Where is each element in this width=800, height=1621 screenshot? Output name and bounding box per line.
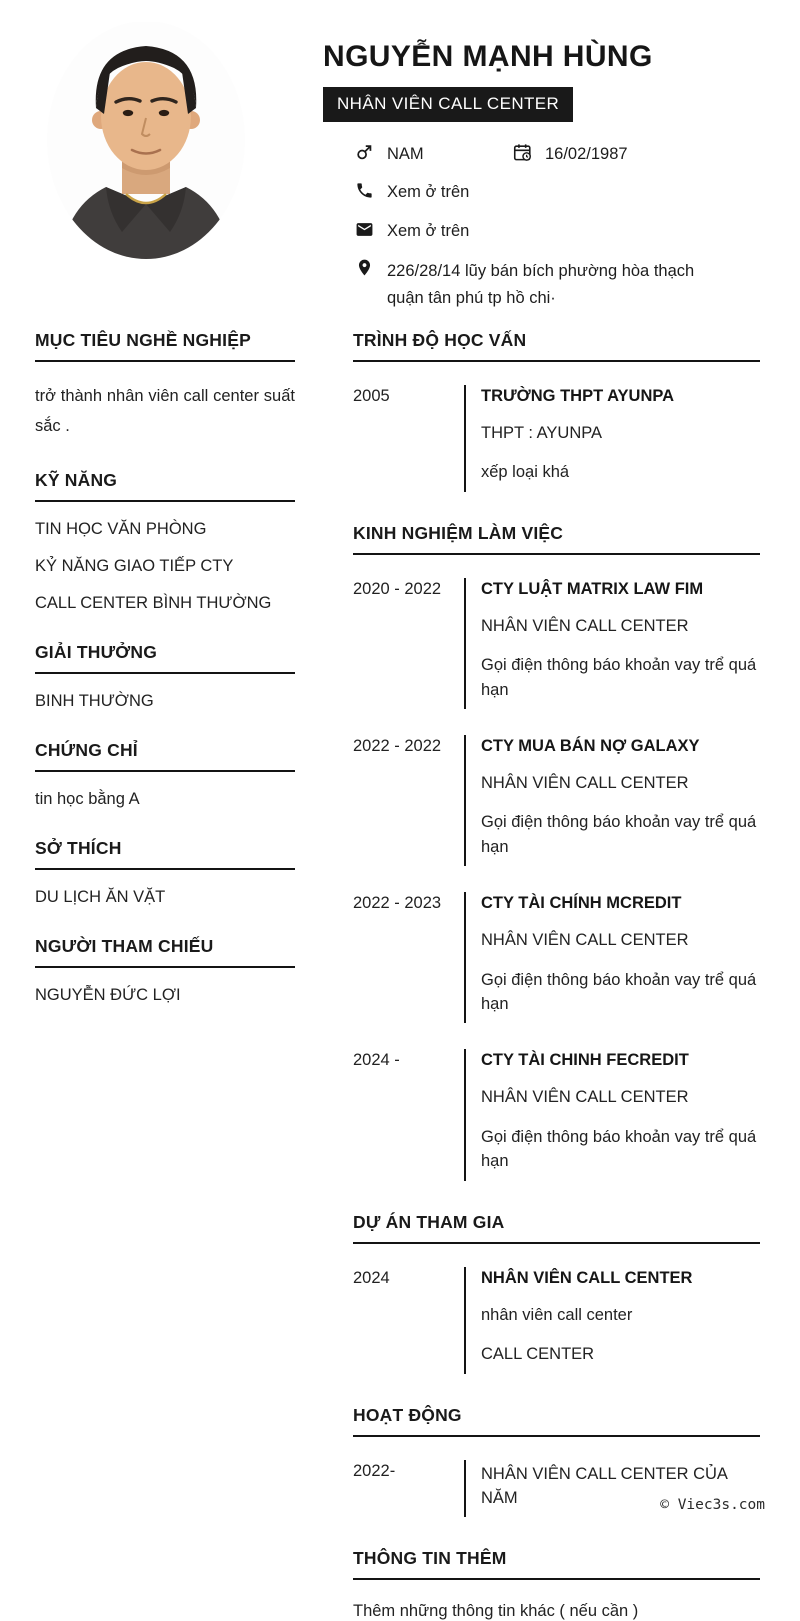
- entry-line: nhân viên call center: [481, 1305, 633, 1324]
- contact-row-phone: [355, 181, 778, 203]
- section-certificates: [35, 740, 295, 809]
- entry-line: Gọi điện thông báo khoản vay trể quá hạn: [481, 656, 757, 699]
- entry-line: NHÂN VIÊN CALL CENTER CỦA NĂM: [481, 1464, 728, 1507]
- entry-content: [464, 578, 760, 709]
- certificate-item: tin học bằng A: [35, 790, 140, 809]
- entry-period: 2022-: [353, 1461, 396, 1480]
- candidate-name: NGUYỄN MẠNH HÙNG: [323, 40, 653, 73]
- entry-period: 2020 - 2022: [353, 579, 442, 598]
- skill-item: KỶ NĂNG GIAO TIẾP CTY: [35, 557, 234, 576]
- entry-line: NHÂN VIÊN CALL CENTER: [481, 931, 689, 950]
- calendar-icon: [513, 143, 532, 162]
- email-icon: [355, 220, 374, 239]
- entry-content: [464, 1267, 760, 1374]
- section-heading-activities: HOẠT ĐỘNG: [353, 1405, 760, 1437]
- entry-period: 2024: [353, 1268, 390, 1287]
- gender-icon: [355, 143, 374, 162]
- section-heading-references: NGƯỜI THAM CHIẾU: [35, 936, 295, 968]
- phone-value: Xem ở trên: [387, 183, 470, 202]
- section-heading-objective: MỤC TIÊU NGHỀ NGHIỆP: [35, 330, 295, 362]
- section-hobbies: [35, 838, 295, 907]
- award-item: BINH THƯỜNG: [35, 692, 154, 711]
- experience-entry: [353, 1049, 760, 1180]
- gender-cell: [355, 143, 513, 165]
- entry-line: NHÂN VIÊN CALL CENTER: [481, 774, 689, 793]
- entry-period: 2024 -: [353, 1051, 400, 1070]
- entry-line: Gọi điện thông báo khoản vay trể quá hạn: [481, 813, 757, 856]
- experience-entry: [353, 735, 760, 866]
- entry-line: NHÂN VIÊN CALL CENTER: [481, 1088, 689, 1107]
- dob-cell: [513, 143, 628, 165]
- entry-title: CTY TÀI CHINH FECREDIT: [481, 1051, 689, 1070]
- address-value: 226/28/14 lũy bán bích phường hòa thạch quận tân phú tp hồ chi·: [387, 261, 695, 307]
- email-value: Xem ở trên: [387, 221, 470, 240]
- contact-row-gender-dob: [355, 143, 778, 165]
- site-credit: © Viec3s.com: [660, 1497, 765, 1513]
- section-projects: [353, 1212, 760, 1374]
- skill-item: TIN HỌC VĂN PHÒNG: [35, 520, 207, 539]
- entry-line: Gọi điện thông báo khoản vay trể quá hạn: [481, 1127, 757, 1171]
- sidebar: [35, 330, 295, 1005]
- entry-title: TRƯỜNG THPT AYUNPA: [481, 387, 675, 405]
- entry-title: NHÂN VIÊN CALL CENTER: [481, 1268, 693, 1287]
- project-entry: [353, 1267, 760, 1374]
- main-content: [353, 330, 760, 1621]
- contact-row-email: [355, 220, 778, 242]
- profile-photo: [46, 22, 246, 262]
- entry-line: THPT : AYUNPA: [481, 424, 603, 442]
- dob-value: 16/02/1987: [545, 145, 628, 163]
- location-pin-icon: [355, 258, 374, 277]
- section-experience: [353, 523, 760, 1181]
- entry-line: CALL CENTER: [481, 1345, 595, 1364]
- entry-line: xếp loại khá: [481, 463, 570, 482]
- entry-line: Gọi điện thông báo khoản vay trể quá hạn: [481, 970, 757, 1014]
- entry-content: [464, 735, 760, 866]
- header: [323, 40, 778, 327]
- section-heading-skills: KỸ NĂNG: [35, 470, 295, 502]
- entry-period: 2022 - 2022: [353, 737, 442, 756]
- experience-entry: [353, 578, 760, 709]
- hobby-item: DU LỊCH ĂN VẶT: [35, 888, 166, 907]
- contact-row-address: [355, 258, 778, 311]
- section-awards: [35, 642, 295, 711]
- job-title-badge: NHÂN VIÊN CALL CENTER: [323, 87, 573, 122]
- portrait-illustration: [46, 22, 246, 262]
- education-entry: [353, 385, 760, 492]
- section-heading-additional-info: THÔNG TIN THÊM: [353, 1548, 760, 1580]
- section-heading-certificates: CHỨNG CHỈ: [35, 740, 295, 772]
- section-heading-projects: DỰ ÁN THAM GIA: [353, 1212, 760, 1244]
- objective-text: trở thành nhân viên call center suất sắc .: [35, 387, 295, 435]
- entry-period: 2022 - 2023: [353, 894, 442, 913]
- experience-entry: [353, 892, 760, 1023]
- entry-title: CTY MUA BÁN NỢ GALAXY: [481, 737, 700, 756]
- entry-content: [464, 1049, 760, 1180]
- entry-line: NHÂN VIÊN CALL CENTER: [481, 616, 689, 635]
- phone-icon: [355, 181, 374, 200]
- entry-title: CTY LUẬT MATRIX LAW FIM: [481, 579, 704, 598]
- additional-info-text: Thêm những thông tin khác ( nếu cần ): [353, 1602, 639, 1621]
- section-education: [353, 330, 760, 492]
- entry-title: CTY TÀI CHÍNH MCREDIT: [481, 894, 682, 913]
- section-references: [35, 936, 295, 1005]
- gender-value: NAM: [387, 145, 424, 163]
- section-objective: [35, 330, 295, 441]
- entry-content: [464, 385, 760, 492]
- section-skills: [35, 470, 295, 613]
- section-additional-info: [353, 1548, 760, 1621]
- entry-content: [464, 892, 760, 1023]
- skill-item: CALL CENTER BÌNH THƯỜNG: [35, 594, 272, 613]
- section-heading-awards: GIẢI THƯỞNG: [35, 642, 295, 674]
- section-heading-education: TRÌNH ĐỘ HỌC VẤN: [353, 330, 760, 362]
- entry-period: 2005: [353, 387, 390, 405]
- section-heading-experience: KINH NGHIỆM LÀM VIỆC: [353, 523, 760, 555]
- section-heading-hobbies: SỞ THÍCH: [35, 838, 295, 870]
- contact-info: [355, 143, 778, 311]
- reference-item: NGUYỄN ĐỨC LỢI: [35, 986, 181, 1005]
